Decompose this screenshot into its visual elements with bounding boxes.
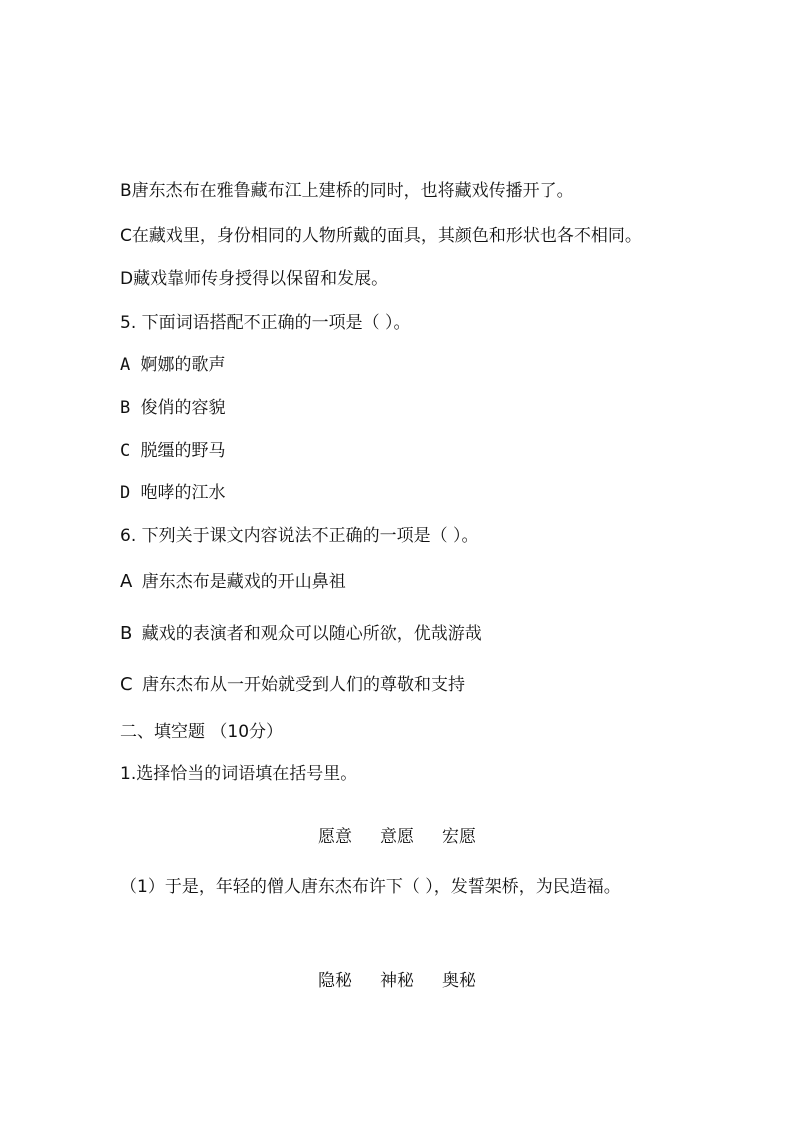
word-option: 愿意 <box>318 827 352 847</box>
word-option: 隐秘 <box>318 971 352 991</box>
q6-option-a-text: 唐东杰布是藏戏的开山鼻祖 <box>141 572 346 592</box>
word-group-1 <box>0 822 794 847</box>
q6-option-c-text: 唐东杰布从一开始就受到人们的尊敬和支持 <box>141 675 465 695</box>
q4-option-d: D藏戏靠师传身授得以保留和发展。 <box>120 269 389 289</box>
word-option: 意愿 <box>380 827 414 847</box>
word-option: 神秘 <box>380 971 414 991</box>
q5-option-b: B 俊俏的容貌 <box>120 398 226 418</box>
q5-option-d: D 咆哮的江水 <box>120 483 226 503</box>
q4-option-c: C在藏戏里，身份相同的人物所戴的面具，其颜色和形状也各不相同。 <box>120 226 642 246</box>
q5-option-a: A 婀娜的歌声 <box>120 355 226 375</box>
fill-sentence-1: （1）于是，年轻的僧人唐东杰布许下（ ），发誓架桥，为民造福。 <box>120 877 621 897</box>
q6-option-b <box>120 625 482 643</box>
section2-heading: 二、填空题 （10分） <box>120 722 284 742</box>
q6-option-b-text: 藏戏的表演者和观众可以随心所欲，优哉游哉 <box>141 624 482 644</box>
word-group-2 <box>0 966 794 991</box>
q5-option-c: C 脱缰的野马 <box>120 441 226 461</box>
q4-option-b: B唐东杰布在雅鲁藏布江上建桥的同时，也将藏戏传播开了。 <box>120 181 574 201</box>
q6-option-c-letter: C <box>120 674 133 695</box>
word-option: 奥秘 <box>442 971 476 991</box>
q6-option-b-letter: B <box>120 623 133 644</box>
q6-option-a-letter: A <box>120 571 133 592</box>
word-option: 宏愿 <box>442 827 476 847</box>
q6-stem: 6. 下列关于课文内容说法不正确的一项是（ ）。 <box>120 526 479 546</box>
q6-option-c <box>120 676 465 694</box>
q5-stem: 5. 下面词语搭配不正确的一项是（ ）。 <box>120 313 411 333</box>
section2-q1-stem: 1.选择恰当的词语填在括号里。 <box>120 764 358 784</box>
q6-option-a <box>120 573 346 591</box>
